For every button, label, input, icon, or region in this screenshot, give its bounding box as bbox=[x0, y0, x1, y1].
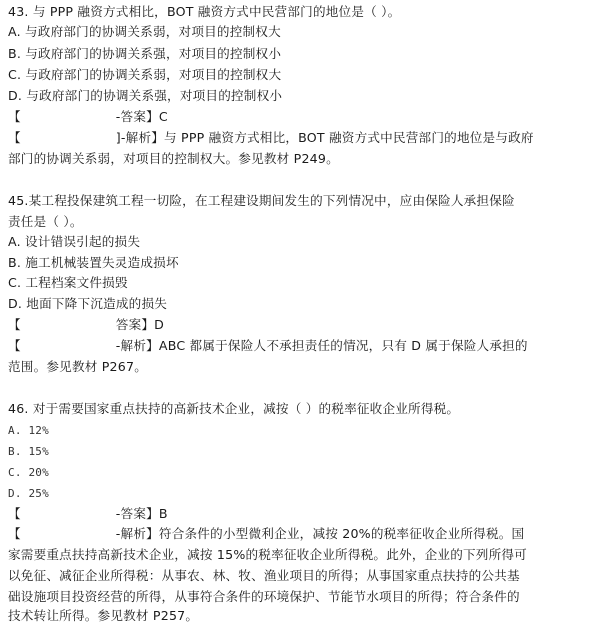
q46-option-c: C. 20% bbox=[8, 466, 49, 479]
analysis-text: -解析】ABC 都属于保险人不承担责任的情况，只有 D 属于保险人承担的 bbox=[115, 338, 528, 353]
q45-option-b: B. 施工机械装置失灵造成损坏 bbox=[8, 255, 179, 270]
answer-text: 答案】D bbox=[115, 317, 165, 332]
q43-option-a: A. 与政府部门的协调关系弱，对项目的控制权大 bbox=[8, 24, 281, 39]
q46-answer bbox=[8, 504, 592, 524]
q46-analysis-line3: 以免征、减征企业所得税：从事农、林、牧、渔业项目的所得；从事国家重点扶持的公共基 bbox=[8, 568, 520, 583]
analysis-bracket: 【 bbox=[8, 130, 21, 145]
q45-stem-line1: 45.某工程投保建筑工程一切险，在工程建设期间发生的下列情况中，应由保险人承担保险 bbox=[8, 193, 515, 208]
answer-bracket: 【 bbox=[8, 109, 21, 124]
answer-text: -答案】C bbox=[115, 109, 168, 124]
q46-option-b: B. 15% bbox=[8, 445, 49, 458]
q46-analysis bbox=[8, 524, 592, 544]
q43-option-c: C. 与政府部门的协调关系弱，对项目的控制权大 bbox=[8, 67, 282, 82]
q46-analysis-line5: 技术转让所得。参见教材 P257。 bbox=[8, 608, 199, 623]
q45-answer bbox=[8, 315, 592, 335]
q43-answer bbox=[8, 107, 592, 127]
q45-stem-line2: 责任是（ ）。 bbox=[8, 214, 83, 229]
analysis-text: -解析】符合条件的小型微利企业，减按 20%的税率征收企业所得税。国 bbox=[115, 526, 525, 541]
q45-option-a: A. 设计错误引起的损失 bbox=[8, 234, 141, 249]
answer-bracket: 【 bbox=[8, 317, 21, 332]
analysis-bracket: 【 bbox=[8, 338, 21, 353]
q45-option-d: D. 地面下降下沉造成的损失 bbox=[8, 296, 168, 311]
q43-stem: 43. 与 PPP 融资方式相比，BOT 融资方式中民营部门的地位是（ ）。 bbox=[8, 4, 401, 19]
q45-analysis bbox=[8, 336, 592, 356]
analysis-text: ]-解析】与 PPP 融资方式相比，BOT 融资方式中民营部门的地位是与政府 bbox=[115, 130, 534, 145]
q46-analysis-line4: 础设施项目投资经营的所得，从事符合条件的环境保护、节能节水项目的所得；符合条件的 bbox=[8, 589, 520, 604]
q43-option-b: B. 与政府部门的协调关系强，对项目的控制权小 bbox=[8, 46, 282, 61]
q43-option-d: D. 与政府部门的协调关系强，对项目的控制权小 bbox=[8, 88, 283, 103]
analysis-bracket: 【 bbox=[8, 526, 21, 541]
answer-bracket: 【 bbox=[8, 506, 21, 521]
q45-option-c: C. 工程档案文件损毁 bbox=[8, 275, 128, 290]
q46-option-d: D. 25% bbox=[8, 487, 49, 500]
q45-analysis-line2: 范围。参见教材 P267。 bbox=[8, 359, 147, 374]
q43-analysis bbox=[8, 128, 592, 148]
q46-option-a: A. 12% bbox=[8, 424, 49, 437]
q46-stem: 46. 对于需要国家重点扶持的高新技术企业，减按（ ）的税率征收企业所得税。 bbox=[8, 401, 460, 416]
q46-analysis-line2: 家需要重点扶持高新技术企业，减按 15%的税率征收企业所得税。此外，企业的下列所得可 bbox=[8, 547, 527, 562]
q43-analysis-line2: 部门的协调关系弱，对项目的控制权大。参见教材 P249。 bbox=[8, 151, 339, 166]
answer-text: -答案】B bbox=[115, 506, 168, 521]
